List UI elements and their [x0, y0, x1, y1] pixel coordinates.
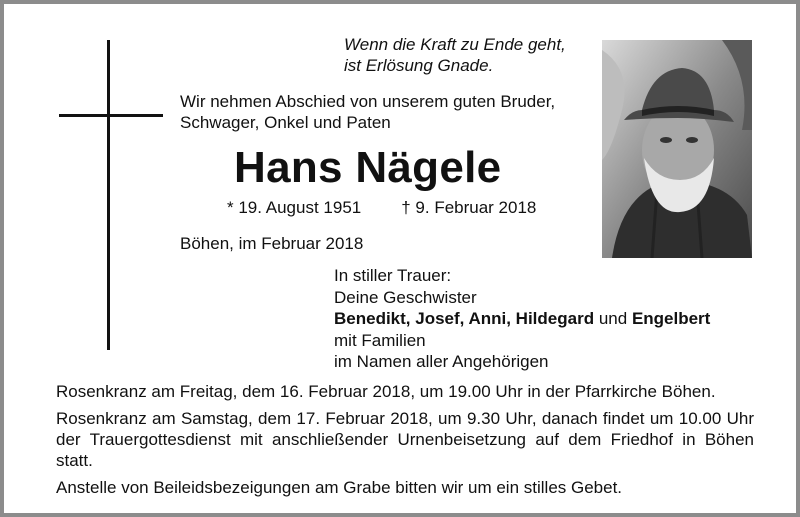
mourners-line-4: mit Familien — [334, 330, 426, 350]
place-and-date: Böhen, im Februar 2018 — [180, 234, 364, 253]
mourners-line-2: Deine Geschwister — [334, 287, 477, 307]
intro-line-2: Schwager, Onkel und Paten — [180, 113, 391, 132]
sibling-last-name: Engelbert — [631, 309, 711, 328]
birth-date: * 19. August 1951 — [227, 198, 362, 217]
mourners-line-5: im Namen aller Angehörigen — [334, 352, 549, 371]
portrait-image — [602, 40, 752, 258]
rosary-saturday-text: Rosenkranz am Samstag, dem 17. Februar 2018, um 9.30 Uhr, danach findet um 10.00 Uhr der Trauergottesdienst mit anschließender Urnenbeisetzung auf dem Friedhof in Böhen statt. — [56, 409, 754, 470]
mourners-block — [334, 265, 774, 373]
farewell-intro — [180, 91, 600, 133]
sibling-names-bold: Benedikt, Josef, Anni, Hildegard — [334, 309, 595, 328]
motto-quote — [344, 34, 594, 76]
life-dates — [227, 197, 536, 218]
mourners-line-1: In stiller Trauer: — [334, 266, 452, 285]
cross-icon-vertical-bar — [107, 40, 110, 350]
intro-line-1: Wir nehmen Abschied von unserem guten Bruder, — [180, 92, 556, 111]
cross-icon-horizontal-bar — [59, 114, 163, 117]
sibling-names — [334, 308, 774, 330]
portrait-photo — [602, 40, 752, 258]
rosary-friday-text: Rosenkranz am Freitag, dem 16. Februar 2018, um 19.00 Uhr in der Pfarrkirche Böhen. — [56, 382, 716, 401]
death-date: † 9. Februar 2018 — [401, 198, 537, 217]
condolence-request-text: Anstelle von Beileidsbezeigungen am Grabe bitten wir um ein stilles Gebet. — [56, 478, 623, 497]
motto-line-1: Wenn die Kraft zu Ende geht, — [344, 35, 566, 54]
sibling-names-connector: und — [598, 309, 628, 328]
deceased-name: Hans Nägele — [234, 143, 502, 192]
service-announcements — [56, 381, 754, 498]
motto-line-2: ist Erlösung Gnade. — [344, 56, 494, 75]
